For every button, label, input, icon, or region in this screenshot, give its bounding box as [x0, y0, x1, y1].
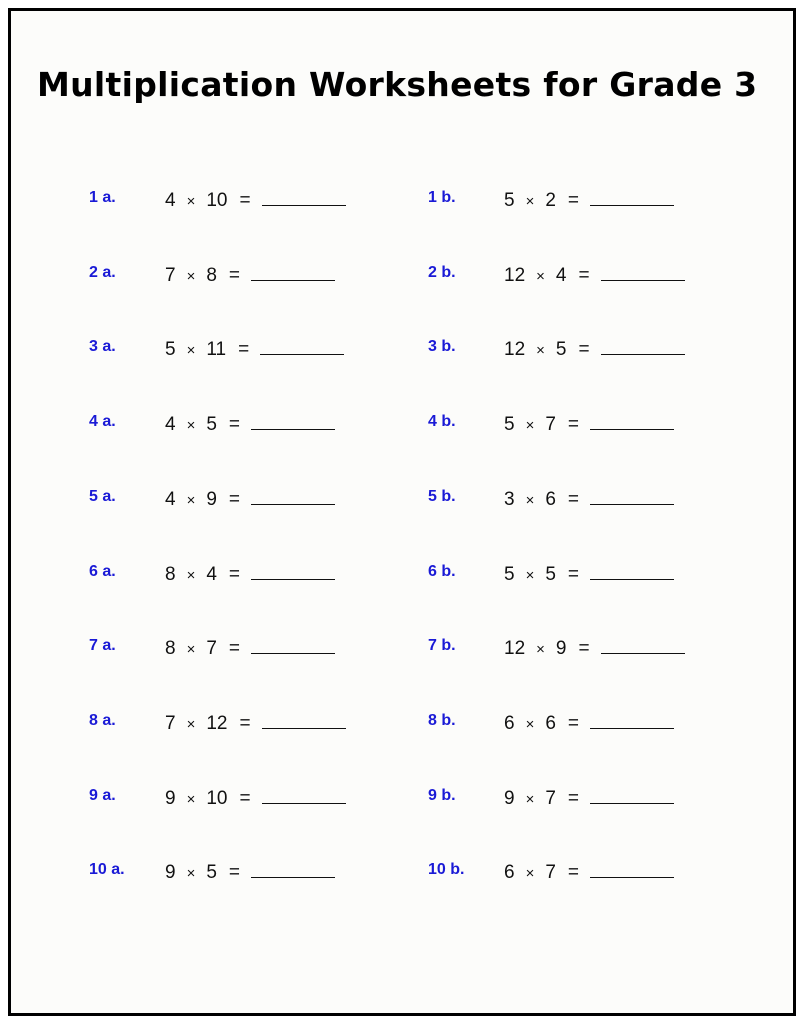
equals-sign: = — [567, 190, 580, 211]
problem-label: 4 b. — [428, 413, 456, 430]
factor-b: 2 — [545, 190, 556, 211]
factor-b: 9 — [555, 638, 567, 659]
equals-sign: = — [228, 862, 241, 883]
equals-sign: = — [567, 564, 580, 585]
equals-sign: = — [578, 265, 590, 286]
answer-blank[interactable] — [590, 561, 674, 580]
times-sign: × — [186, 268, 196, 285]
times-sign: × — [186, 641, 196, 658]
equals-sign: = — [228, 638, 241, 659]
problem-label: 1 b. — [428, 189, 456, 206]
equals-sign: = — [228, 489, 241, 510]
problem-label: 5 b. — [428, 488, 456, 505]
problem-item — [428, 413, 768, 443]
factor-b: 4 — [206, 564, 217, 585]
equals-sign: = — [567, 414, 580, 435]
equals-sign: = — [578, 638, 590, 659]
equals-sign: = — [228, 414, 241, 435]
times-sign: × — [186, 417, 196, 434]
problem-label: 8 a. — [89, 712, 116, 729]
problem-label: 3 b. — [428, 338, 456, 355]
problem-label: 2 a. — [89, 264, 116, 281]
problem-label: 5 a. — [89, 488, 116, 505]
factor-b: 5 — [206, 414, 217, 435]
problem-item — [89, 712, 429, 742]
factor-b: 5 — [555, 339, 567, 360]
equals-sign: = — [239, 190, 251, 211]
times-sign: × — [525, 417, 535, 434]
times-sign: × — [525, 193, 535, 210]
times-sign: × — [186, 865, 196, 882]
problem-item — [89, 264, 429, 294]
factor-b: 11 — [206, 339, 227, 360]
factor-a: 5 — [165, 339, 176, 360]
factor-a: 9 — [165, 862, 176, 883]
problem-label: 2 b. — [428, 264, 456, 281]
answer-blank[interactable] — [260, 336, 344, 355]
equals-sign: = — [567, 862, 580, 883]
times-sign: × — [186, 342, 196, 359]
factor-a: 3 — [504, 489, 515, 510]
problem-label: 6 b. — [428, 563, 456, 580]
answer-blank[interactable] — [251, 262, 335, 281]
problem-expression — [165, 336, 344, 361]
problem-expression — [165, 859, 335, 884]
factor-b: 8 — [206, 265, 217, 286]
problem-label: 6 a. — [89, 563, 116, 580]
factor-a: 6 — [504, 713, 515, 734]
answer-blank[interactable] — [251, 635, 335, 654]
worksheet-page — [8, 8, 796, 1016]
answer-blank[interactable] — [601, 635, 685, 654]
factor-a: 4 — [165, 489, 176, 510]
times-sign: × — [525, 567, 535, 584]
factor-b: 5 — [206, 862, 217, 883]
factor-a: 7 — [165, 265, 176, 286]
problem-item — [428, 488, 768, 518]
factor-b: 5 — [545, 564, 556, 585]
problem-expression — [165, 486, 335, 511]
problem-item — [89, 413, 429, 443]
problem-item — [89, 338, 429, 368]
times-sign: × — [525, 492, 535, 509]
answer-blank[interactable] — [251, 411, 335, 430]
equals-sign: = — [228, 564, 241, 585]
times-sign: × — [525, 865, 535, 882]
problem-label: 4 a. — [89, 413, 116, 430]
problem-item — [89, 189, 429, 219]
problem-item — [428, 787, 768, 817]
answer-blank[interactable] — [590, 859, 674, 878]
answer-blank[interactable] — [601, 336, 685, 355]
problem-expression — [504, 561, 674, 586]
times-sign: × — [536, 342, 545, 359]
equals-sign: = — [228, 265, 241, 286]
problem-item — [89, 861, 429, 891]
answer-blank[interactable] — [590, 411, 674, 430]
problem-expression — [504, 336, 685, 361]
equals-sign: = — [239, 788, 251, 809]
page-title: Multiplication Worksheets for Grade 3 — [37, 65, 758, 104]
factor-b: 12 — [206, 713, 228, 734]
factor-a: 4 — [165, 414, 176, 435]
answer-blank[interactable] — [590, 187, 674, 206]
equals-sign: = — [578, 339, 590, 360]
problem-label: 10 b. — [428, 861, 465, 878]
factor-b: 9 — [206, 489, 217, 510]
problem-expression — [504, 710, 674, 735]
factor-b: 7 — [545, 862, 556, 883]
problem-expression — [504, 785, 674, 810]
problem-item — [89, 488, 429, 518]
problem-expression — [165, 785, 346, 810]
factor-b: 10 — [206, 190, 228, 211]
equals-sign: = — [567, 489, 580, 510]
times-sign: × — [536, 268, 545, 285]
times-sign: × — [186, 716, 196, 733]
factor-a: 5 — [504, 564, 515, 585]
times-sign: × — [525, 716, 535, 733]
factor-b: 7 — [545, 788, 556, 809]
factor-a: 9 — [165, 788, 176, 809]
problem-item — [428, 264, 768, 294]
problem-expression — [504, 411, 674, 436]
factor-a: 5 — [504, 190, 515, 211]
factor-a: 8 — [165, 638, 176, 659]
answer-blank[interactable] — [251, 561, 335, 580]
factor-a: 8 — [165, 564, 176, 585]
problem-expression — [504, 859, 674, 884]
factor-b: 7 — [545, 414, 556, 435]
factor-b: 7 — [206, 638, 217, 659]
times-sign: × — [186, 193, 196, 210]
problem-label: 8 b. — [428, 712, 456, 729]
factor-a: 7 — [165, 713, 176, 734]
problem-label: 3 a. — [89, 338, 116, 355]
factor-a: 6 — [504, 862, 515, 883]
equals-sign: = — [239, 713, 251, 734]
problem-expression — [165, 635, 335, 660]
factor-a: 12 — [504, 265, 526, 286]
problem-item — [428, 338, 768, 368]
problem-item — [428, 563, 768, 593]
problem-item — [428, 861, 768, 891]
answer-blank[interactable] — [590, 710, 674, 729]
answer-blank[interactable] — [590, 785, 674, 804]
answer-blank[interactable] — [251, 486, 335, 505]
equals-sign: = — [567, 713, 580, 734]
problem-label: 7 b. — [428, 637, 456, 654]
problem-expression — [165, 561, 335, 586]
factor-a: 12 — [504, 638, 526, 659]
problem-expression — [165, 187, 346, 212]
problem-item — [89, 637, 429, 667]
answer-blank[interactable] — [262, 785, 346, 804]
factor-b: 6 — [545, 489, 556, 510]
equals-sign: = — [238, 339, 250, 360]
answer-blank[interactable] — [251, 859, 335, 878]
problem-expression — [504, 486, 674, 511]
answer-blank[interactable] — [262, 187, 346, 206]
problem-label: 10 a. — [89, 861, 125, 878]
problem-expression — [165, 710, 346, 735]
times-sign: × — [186, 791, 196, 808]
problem-item — [428, 637, 768, 667]
equals-sign: = — [567, 788, 580, 809]
problem-item — [89, 563, 429, 593]
factor-a: 12 — [504, 339, 526, 360]
answer-blank[interactable] — [262, 710, 346, 729]
factor-b: 4 — [555, 265, 567, 286]
factor-b: 6 — [545, 713, 556, 734]
times-sign: × — [525, 791, 535, 808]
problem-item — [428, 189, 768, 219]
problem-item — [428, 712, 768, 742]
problem-expression — [504, 635, 685, 660]
times-sign: × — [536, 641, 545, 658]
times-sign: × — [186, 492, 196, 509]
answer-blank[interactable] — [590, 486, 674, 505]
factor-b: 10 — [206, 788, 228, 809]
times-sign: × — [186, 567, 196, 584]
factor-a: 9 — [504, 788, 515, 809]
factor-a: 4 — [165, 190, 176, 211]
problem-item — [89, 787, 429, 817]
factor-a: 5 — [504, 414, 515, 435]
problem-expression — [504, 262, 685, 287]
answer-blank[interactable] — [601, 262, 685, 281]
problem-expression — [165, 411, 335, 436]
problem-expression — [504, 187, 674, 212]
problem-label: 1 a. — [89, 189, 116, 206]
problem-label: 7 a. — [89, 637, 116, 654]
problem-label: 9 b. — [428, 787, 456, 804]
problem-expression — [165, 262, 335, 287]
problem-label: 9 a. — [89, 787, 116, 804]
